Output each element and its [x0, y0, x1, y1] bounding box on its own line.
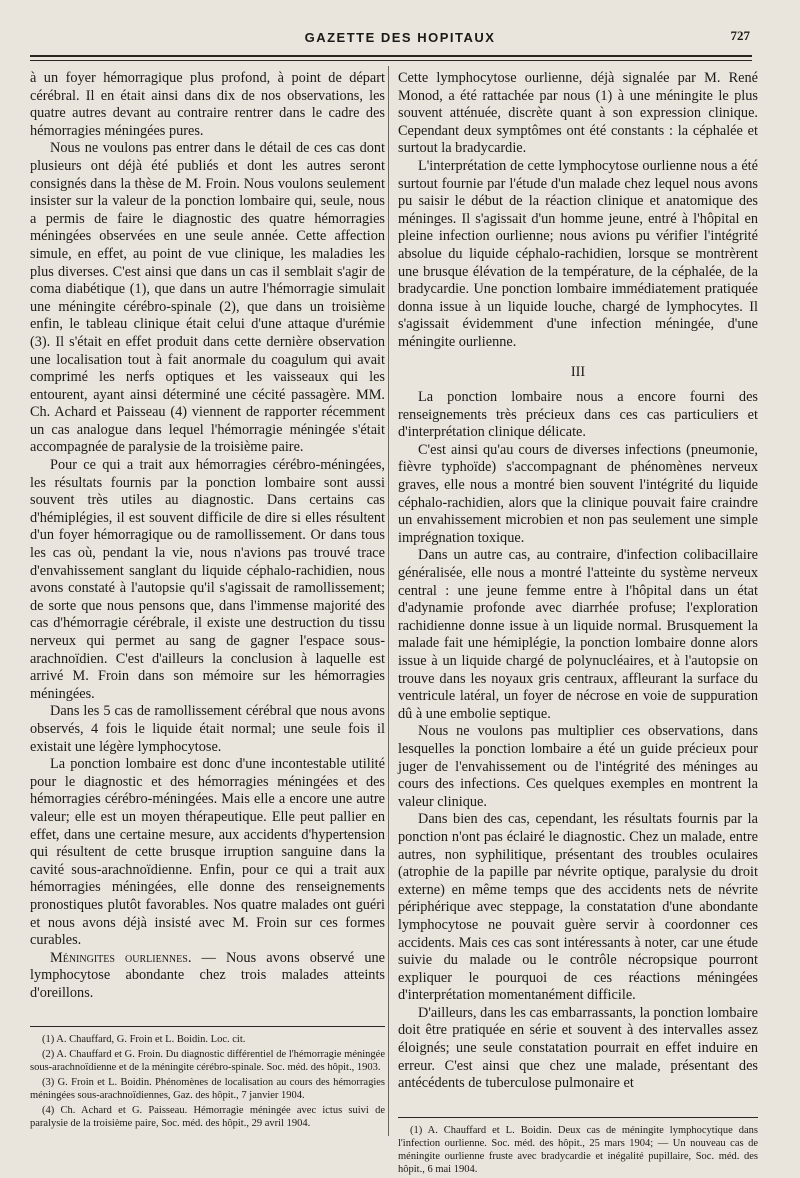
paragraph: Nous ne voulons pas multiplier ces observations, dans lesquelles la ponction lombaire a été un guide précieux pour juger de l'envahissement ou de l'intégrité des méninges au cours des infections. Ces quelques exemples en montrent la valeur clinique.: [398, 723, 758, 810]
paragraph: La ponction lombaire est donc d'une incontestable utilité pour le diagnostic et des hémorragies méningées et des hémorragies cérébro-méningées. Mais elle a encore une autre valeur; elle est un moyen thérapeutique. Elle peut pallier en effet, dans une certaine mesure, aux accidents d'hypertension qui résultent de cette brusque irruption sanguine dans la cavité sous-arachnoïdienne. Enfin, pour ce qui a trait aux hémorragies méningées, elle donne des renseignements pronostiques plutôt favorables. Nos quatre malades ont guéri et nous avons déjà insisté avec M. Froin sur ces formes curables.: [30, 756, 385, 949]
column-divider: [388, 66, 389, 1136]
paragraph: La ponction lombaire nous a encore fourni des renseignements très précieux dans ces cas particuliers et d'interprétation clinique délicate.: [398, 389, 758, 441]
page-number: 727: [730, 28, 750, 43]
paragraph: Dans bien des cas, cependant, les résultats fournis par la ponction n'ont pas éclairé le diagnostic. Chez un malade, entre autres, non syphilitique, présentant des troubles oculaires (atrophie de la papille par névrite optique, paralysie du droit externe) en même temps que des accidents nets de névrite périphérique avec steppage, la constatation d'une abondante lymphocytose ne pouvait guère servir à coordonner ces accidents. Mais ces cas sont intéressants à noter, car une étude suivie du malade ou le contrôle nécropsique pourront expliquer le pourquoi de ces réactions méningées d'interprétation momentanément difficile.: [398, 811, 758, 1004]
paragraph: Nous ne voulons pas entrer dans le détail de ces cas dont plusieurs ont déjà été publiés et dont les autres seront consignés dans la thèse de M. Froin. Nous voulons seulement insister sur la valeur de la ponction lombaire qui, seule, nous a permis de faire le diagnostic des quatre hémorragies méningées observées en une seule année. Cette affection simule, en effet, au point de vue clinique, les maladies les plus diverses. C'est ainsi que dans un cas il semblait s'agir de coma diabétique (1), que dans un autre l'hémorragie simulait une méningite cérébro-spinale (2), que dans un troisième enfin, le tableau clinique était celui d'une attaque d'urémie (3). Il s'était en effet produit dans cette dernière observation une localisation tout à fait anormale du coagulum qui avait comprimé les nerfs optiques et les vaisseaux qui les entourent, ayant ainsi déterminé une cécité passagère. MM. Ch. Achard et Paisseau (4) viennent de rapporter récemment un cas analogue dans lequel l'hémorragie méningée s'était accompagnée de paralysie de la troisième paire.: [30, 140, 385, 456]
footnote: (1) A. Chauffard, G. Froin et L. Boidin. Loc. cit.: [42, 1034, 246, 1046]
journal-title: GAZETTE DES HOPITAUX: [304, 30, 496, 45]
paragraph: D'ailleurs, dans les cas embarrassants, la ponction lombaire doit être pratiquée en série et souvent à des intervalles assez éloignés; une seule constatation pourrait en effet induire en erreur. C'est ainsi que chez une malade, présentant des antécédents de tuberculose pulmonaire et: [398, 1004, 758, 1092]
footnotes: [30, 1026, 385, 1130]
paragraph: Cette lymphocytose ourlienne, déjà signalée par M. René Monod, a été rattachée par nous (1) à une méningite le plus souvent atténuée, discrète quant à son expression clinique. Cependant deux symptômes ont été constants : la céphalée et surtout la bradycardie.: [398, 70, 758, 157]
header-rule: [30, 55, 752, 57]
paragraph: C'est ainsi qu'au cours de diverses infections (pneumonie, fièvre typhoïde) s'accompagnant de phénomènes nerveux graves, elle nous a montré bien souvent l'intégrité du liquide céphalo-rachidien, alors que la clinique pouvait faire craindre un envahissement microbien et non pas seulement une simple imprégnation toxique.: [398, 441, 758, 546]
subsection-text: — Nous avons observé une lymphocytose abondante chez trois malades atteints d'oreillons.: [30, 949, 385, 1001]
paragraph: Dans les 5 cas de ramollissement cérébral que nous avons observés, 4 fois le liquide était normal; une seule fois il existait une légère lymphocytose.: [30, 703, 385, 755]
paragraph: Pour ce qui a trait aux hémorragies cérébro-méningées, les résultats fournis par la ponction lombaire sont aussi souvent très utiles au diagnostic. Dans certains cas d'hémiplégies, il est souvent difficile de dire si elles résultent d'un foyer hémorragique ou de ramollissement. Or dans tous les cas où, pendant la vie, nous n'avions pas trouvé trace d'envahissement sanglant du liquide céphalo-rachidien, nous avons constaté à l'autopsie qu'il s'agissait de ramollissement; de sorte que nous pensons que, dans l'immense majorité des cas d'hémorragie cérébrale, il existe une destruction du tissu nerveux qui permet au sang de gagner l'espace sous-arachnoïdien. C'est d'ailleurs la conclusion à laquelle est arrivé M. Froin dans son mémoire sur les hémorragies méningées.: [30, 457, 385, 702]
footnote: (3) G. Froin et L. Boidin. Phénomènes de localisation au cours des hémorragies méningées sous-arachnoïdiennes, Gaz. des hôpit., 7 janvier 1904.: [30, 1077, 385, 1102]
footnote: (2) A. Chauffard et G. Froin. Du diagnostic différentiel de l'hémorragie méningée sous-arachnoïdienne et de la méningite cérébro-spinale. Soc. méd. des hôpit., 1903.: [30, 1049, 385, 1074]
right-column: [398, 70, 758, 1178]
left-column: [30, 70, 385, 1132]
paragraph: Dans un autre cas, au contraire, d'infection colibacillaire généralisée, elle nous a montré l'atteinte du système nerveux central : une jeune femme entre à l'hôpital dans un état d'adynamie profonde avec diarrhée profuse; l'exploration rachidienne donne issue à un liquide normal. Brusquement la malade fait une hémiplégie, la ponction lombaire donne alors issue à un liquide chargé de polynucléaires, et à l'autopsie on trouve dans les noyaux gris centraux, affleurant la surface du ventricule latéral, un foyer de nécrose en voie de suppuration dû à une embolie septique.: [398, 547, 758, 722]
paragraph: L'interprétation de cette lymphocytose ourlienne nous a été surtout fournie par l'étude d'un malade chez lequel nous avons pu saisir le début de la réaction clinique et anatomique des méninges. Il s'agissait d'un homme jeune, entré à l'hôpital en pleine infection ourlienne; nous avions pu vérifier l'intégrité absolue du liquide céphalo-rachidien, lorsque se montrèrent une brusque élévation de la température, de la céphalée, de la bradycardie. Une ponction lombaire immédiatement pratiquée donna issue à un liquide louche, chargé de lymphocytes. Il s'agissait évidemment d'une infection méningée, d'une méningite ourlienne.: [398, 157, 758, 350]
footnote: (1) A. Chauffard et L. Boidin. Deux cas de méningite lymphocytique dans l'infection ourlienne. Soc. méd. des hôpit., 25 mars 1904; — Un nouveau cas de méningite ourlienne fruste avec bradycardie et inégalité pupillaire, Soc. méd. des hôpit., 6 mai 1904.: [398, 1124, 758, 1175]
subsection-title: Méningites ourliennes.: [50, 949, 192, 966]
section-number: III: [570, 363, 586, 380]
header-rule-thin: [30, 60, 752, 61]
subsection-paragraph: [30, 950, 385, 1003]
paragraph: à un foyer hémorragique plus profond, à point de départ cérébral. Il en était ainsi dans dix de nos observations, les quatre autres devant au contraire rentrer dans le cadre des hémorragies méningées pures.: [30, 70, 385, 139]
footnotes: [398, 1117, 758, 1176]
footnote: (4) Ch. Achard et G. Paisseau. Hémorragie méningée avec ictus suivi de paralysie de la troisième paire, Soc. méd. des hôpit., 29 avril 1904.: [30, 1105, 385, 1130]
